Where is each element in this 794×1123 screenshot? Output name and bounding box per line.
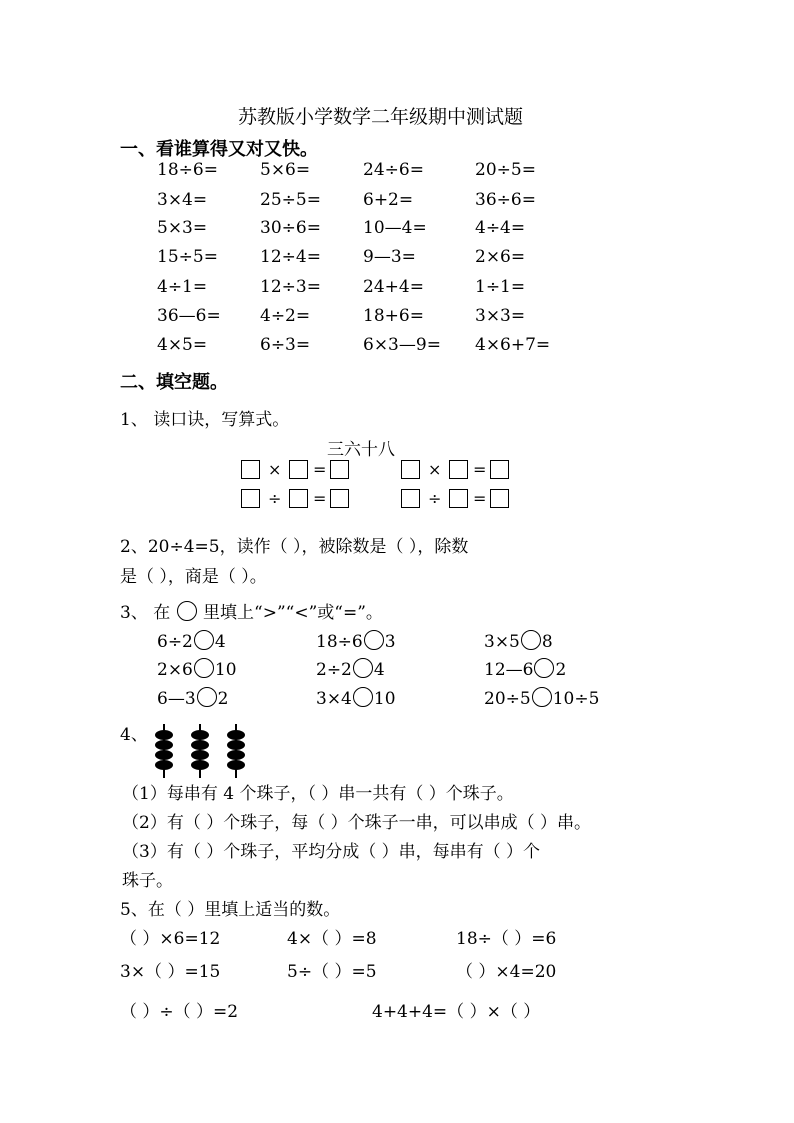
q1-mnemonic: 三六十八	[327, 440, 395, 460]
q4-line3: （3）有（ ）个珠子，平均分成（ ）串，每串有（ ）个	[122, 842, 541, 862]
compare-right: 3	[384, 632, 396, 652]
circle-icon	[177, 601, 197, 621]
arithmetic-item: 20÷5=	[475, 160, 536, 180]
arithmetic-item: 5×3=	[157, 218, 208, 238]
arithmetic-item: 6+2=	[363, 190, 414, 210]
arithmetic-item: 18÷6=	[157, 160, 218, 180]
arithmetic-item: 9—3=	[363, 247, 416, 267]
compare-right: 2	[555, 660, 567, 680]
compare-item	[157, 658, 237, 680]
compare-item	[157, 687, 228, 709]
q5-row1-c: 18÷（ ）=6	[456, 929, 557, 949]
compare-right: 8	[541, 632, 553, 652]
arithmetic-item: 3×4=	[157, 190, 208, 210]
arithmetic-item: 6×3—9=	[363, 335, 441, 355]
q4-line2: （2）有（ ）个珠子，每（ ）个珠子一串，可以串成（ ）串。	[122, 813, 592, 833]
divide-sign: ÷	[268, 489, 282, 508]
section2-heading: 二、填空题。	[120, 372, 228, 393]
q5-row1-b: 4×（ ）=8	[287, 929, 377, 949]
compare-item	[484, 687, 599, 709]
arithmetic-item: 4×6+7=	[475, 335, 551, 355]
q5-row3-b: 4+4+4=（ ）×（ ）	[372, 1002, 541, 1022]
arithmetic-item: 10—4=	[363, 218, 427, 238]
compare-right: 4	[373, 660, 385, 680]
bead-icon	[191, 730, 209, 740]
q4-line4: 珠子。	[122, 871, 173, 891]
arithmetic-item: 4÷1=	[157, 277, 208, 297]
equals-sign: =	[473, 489, 487, 508]
arithmetic-item: 6÷3=	[260, 335, 311, 355]
answer-circle[interactable]	[521, 630, 541, 650]
q5-row2-c: （ ）×4=20	[456, 962, 557, 982]
answer-box[interactable]	[289, 489, 308, 508]
arithmetic-item: 24÷6=	[363, 160, 424, 180]
bead-icon	[155, 760, 173, 770]
compare-left: 2×6	[157, 660, 193, 680]
section1-heading: 一、看谁算得又对又快。	[120, 139, 318, 160]
compare-right: 2	[217, 689, 229, 709]
bead-icon	[155, 750, 173, 760]
compare-left: 12—6	[484, 660, 534, 680]
bead-icon	[227, 730, 245, 740]
q3-prefix: 3、 在	[120, 603, 171, 623]
answer-circle[interactable]	[353, 687, 373, 707]
q5-row2-a: 3×（ ）=15	[120, 962, 221, 982]
answer-box[interactable]	[449, 460, 468, 479]
equals-sign: =	[313, 489, 327, 508]
bead-icon	[155, 740, 173, 750]
equals-sign: =	[313, 460, 327, 479]
answer-box[interactable]	[330, 460, 349, 479]
arithmetic-item: 36—6=	[157, 306, 221, 326]
bead-icon	[227, 760, 245, 770]
answer-circle[interactable]	[364, 630, 384, 650]
compare-item	[316, 658, 385, 680]
arithmetic-item: 24+4=	[363, 277, 424, 297]
compare-item	[157, 630, 226, 652]
arithmetic-item: 12÷3=	[260, 277, 321, 297]
compare-left: 3×4	[316, 689, 352, 709]
arithmetic-item: 30÷6=	[260, 218, 321, 238]
bead-icon	[227, 750, 245, 760]
compare-right: 10÷5	[552, 689, 600, 709]
bead-icon	[191, 750, 209, 760]
compare-item	[484, 630, 553, 652]
answer-box[interactable]	[241, 489, 260, 508]
equals-sign: =	[473, 460, 487, 479]
arithmetic-item: 18+6=	[363, 306, 424, 326]
compare-left: 20÷5	[484, 689, 531, 709]
compare-item	[316, 687, 396, 709]
arithmetic-item: 4÷2=	[260, 306, 311, 326]
answer-circle[interactable]	[353, 658, 373, 678]
bead-icon	[227, 740, 245, 750]
arithmetic-item: 25÷5=	[260, 190, 321, 210]
compare-item	[484, 658, 566, 680]
answer-box[interactable]	[401, 460, 420, 479]
answer-circle[interactable]	[534, 658, 554, 678]
answer-box[interactable]	[449, 489, 468, 508]
times-sign: ×	[428, 460, 442, 479]
bead-icon	[191, 740, 209, 750]
compare-right: 10	[214, 660, 237, 680]
arithmetic-item: 2×6=	[475, 247, 526, 267]
bead-icon	[191, 760, 209, 770]
answer-circle[interactable]	[194, 630, 214, 650]
answer-box[interactable]	[490, 489, 509, 508]
q5-prompt: 5、在（ ）里填上适当的数。	[120, 900, 341, 920]
arithmetic-item: 36÷6=	[475, 190, 536, 210]
answer-circle[interactable]	[532, 687, 552, 707]
compare-left: 6÷2	[157, 632, 193, 652]
answer-box[interactable]	[490, 460, 509, 479]
q3-suffix: 里填上“>”“<”或“=”。	[203, 603, 383, 623]
arithmetic-item: 4÷4=	[475, 218, 526, 238]
answer-box[interactable]	[401, 489, 420, 508]
arithmetic-item: 1÷1=	[475, 277, 526, 297]
q4-label: 4、	[120, 725, 148, 745]
answer-box[interactable]	[330, 489, 349, 508]
answer-circle[interactable]	[197, 687, 217, 707]
q2-line1: 2、20÷4=5，读作（ ），被除数是（ ），除数	[120, 537, 469, 557]
compare-left: 18÷6	[316, 632, 363, 652]
arithmetic-item: 3×3=	[475, 306, 526, 326]
q5-row2-b: 5÷（ ）=5	[287, 962, 377, 982]
bead-icon	[155, 730, 173, 740]
compare-left: 3×5	[484, 632, 520, 652]
times-sign: ×	[268, 460, 282, 479]
divide-sign: ÷	[428, 489, 442, 508]
q3-prompt	[120, 598, 383, 623]
arithmetic-item: 4×5=	[157, 335, 208, 355]
answer-box[interactable]	[289, 460, 308, 479]
q1-prompt: 1、 读口诀，写算式。	[120, 410, 290, 430]
arithmetic-item: 12÷4=	[260, 247, 321, 267]
q5-row1-a: （ ）×6=12	[120, 929, 221, 949]
compare-left: 2÷2	[316, 660, 352, 680]
answer-box[interactable]	[241, 460, 260, 479]
q5-row3-a: （ ）÷（ ）=2	[120, 1002, 239, 1022]
arithmetic-item: 15÷5=	[157, 247, 218, 267]
compare-right: 10	[373, 689, 396, 709]
compare-right: 4	[214, 632, 226, 652]
compare-item	[316, 630, 396, 652]
compare-left: 6—3	[157, 689, 196, 709]
q4-line1: （1）每串有 4 个珠子，（ ）串一共有（ ）个珠子。	[122, 784, 514, 804]
arithmetic-item: 5×6=	[260, 160, 311, 180]
q2-line2: 是（ ），商是（ ）。	[120, 567, 267, 587]
page-title: 苏教版小学数学二年级期中测试题	[238, 106, 524, 128]
answer-circle[interactable]	[194, 658, 214, 678]
